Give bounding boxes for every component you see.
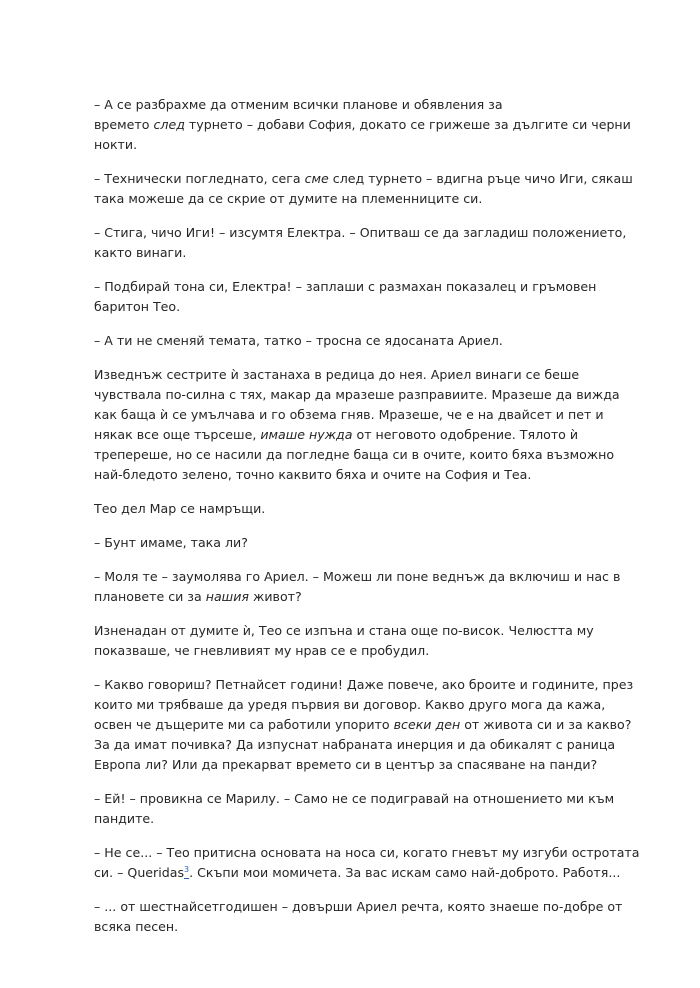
paragraph <box>94 331 614 351</box>
text-segment: някак все още търсеше, <box>94 427 261 442</box>
text-line <box>94 897 623 917</box>
paragraph <box>94 95 631 155</box>
paragraph <box>94 621 614 661</box>
text-segment: трепереше, но се насили да погледне баща си в очите, които бяха възможно <box>94 447 615 462</box>
text-line <box>94 331 614 351</box>
text-line <box>94 277 614 297</box>
text-segment: – Подбирай тона си, Електра! – заплаши с размахан показалец и гръмовен <box>94 279 597 294</box>
text-line <box>94 587 614 607</box>
text-segment: си. – Queridas <box>94 865 185 880</box>
document-body <box>94 95 640 951</box>
text-segment: след турнето – вдигна ръце чичо Иги, сякаш <box>328 171 633 186</box>
paragraph <box>94 567 621 607</box>
text-segment: турнето – добави София, докато се грижеше за дългите си черни <box>184 117 631 132</box>
text-segment: как баща ѝ се умълчава и го обзема гняв. Мразеше, че е на двайсет и пет и <box>94 407 604 422</box>
text-segment: Тео дел Мар се намръщи. <box>94 501 266 516</box>
text-segment: . Скъпи мои момичета. За вас искам само най-доброто. Работя... <box>189 865 621 880</box>
text-segment: Европа ли? Или да прекарват времето си в център за спасяване на панди? <box>94 757 598 772</box>
text-line <box>94 621 614 641</box>
text-segment: – А се разбрахме да отменим всички планове и обявления за <box>94 97 503 112</box>
text-segment: които ми трябваше да уредя първия ви договор. Какво друго мога да кажа, <box>94 697 606 712</box>
text-line <box>94 917 614 937</box>
text-segment: – Технически погледнато, сега <box>94 171 305 186</box>
text-line <box>94 863 621 883</box>
text-segment: – Не се... – Тео притисна основата на носа си, когато гневът му изгуби остротата <box>94 845 640 860</box>
text-segment: освен че дъщерите ми са работили упорито <box>94 717 394 732</box>
text-line <box>94 425 614 445</box>
text-segment: най-бледото зелено, точно каквито бяха и очите на София и Теа. <box>94 467 532 482</box>
text-segment: както винаги. <box>94 245 187 260</box>
text-segment: – Бунт имаме, така ли? <box>94 535 248 550</box>
text-line <box>94 189 614 209</box>
text-segment: плановете си за <box>94 589 206 604</box>
text-segment: така можеше да се скрие от думите на племенниците си. <box>94 191 483 206</box>
text-line <box>94 385 620 405</box>
emphasis-text: имаше нужда <box>260 427 353 442</box>
text-line <box>94 715 632 735</box>
text-segment: живот? <box>248 589 302 604</box>
paragraph <box>94 897 623 937</box>
text-line <box>94 135 614 155</box>
text-segment: от неговото одобрение. Тялото ѝ <box>352 427 579 442</box>
paragraph <box>94 499 614 519</box>
text-segment: – Моля те – заумолява го Ариел. – Можеш ли поне веднъж да включиш и нас в <box>94 569 621 584</box>
text-line <box>94 115 631 135</box>
text-segment: – Стига, чичо Иги! – изсумтя Електра. – Опитваш се да загладиш положението, <box>94 225 627 240</box>
paragraph <box>94 843 640 883</box>
paragraph <box>94 789 614 829</box>
text-line <box>94 365 614 385</box>
text-segment: нокти. <box>94 137 138 152</box>
text-segment: от живота си и за какво? <box>460 717 632 732</box>
emphasis-text: нашия <box>205 589 249 604</box>
text-line <box>94 169 633 189</box>
text-line <box>94 95 614 115</box>
text-line <box>94 641 614 661</box>
text-line <box>94 809 614 829</box>
paragraph <box>94 223 627 263</box>
paragraph <box>94 533 614 553</box>
text-segment: – Ей! – провикна се Марилу. – Само не се подигравай на отношението ми към <box>94 791 615 806</box>
emphasis-text: всеки ден <box>393 717 461 732</box>
text-line <box>94 789 614 809</box>
text-segment: всяка песен. <box>94 919 179 934</box>
text-line <box>94 405 614 425</box>
paragraph <box>94 675 634 775</box>
text-segment: пандите. <box>94 811 155 826</box>
text-segment: За да имат почивка? Да изпуснат набраната инерция и да обикалят с раница <box>94 737 616 752</box>
text-segment: Изненадан от думите ѝ, Тео се изпъна и стана още по-висок. Челюстта му <box>94 623 594 638</box>
text-segment: баритон Тео. <box>94 299 181 314</box>
paragraph <box>94 277 614 317</box>
text-line <box>94 735 614 755</box>
text-segment: чувствала по-силна с тях, макар да мразеше разправиите. Мразеше да вижда <box>94 387 620 402</box>
text-line <box>94 755 614 775</box>
text-line <box>94 675 634 695</box>
text-line <box>94 499 614 519</box>
text-line <box>94 567 621 587</box>
text-segment: Изведнъж сестрите ѝ застанаха в редица до нея. Ариел винаги се беше <box>94 367 580 382</box>
paragraph <box>94 365 620 485</box>
paragraph <box>94 169 633 209</box>
text-segment: – ... от шестнайсетгодишен – довърши Ариел речта, която знаеше по-добре от <box>94 899 623 914</box>
text-segment: показваше, че гневливият му нрав се е пробудил. <box>94 643 430 658</box>
text-line <box>94 223 627 243</box>
text-line <box>94 843 640 863</box>
text-line <box>94 243 614 263</box>
emphasis-text: сме <box>304 171 329 186</box>
text-line <box>94 297 614 317</box>
text-segment: – Какво говориш? Петнайсет години! Даже повече, ако броите и годините, през <box>94 677 634 692</box>
text-line <box>94 445 614 465</box>
text-segment: – А ти не сменяй темата, татко – тросна се ядосаната Ариел. <box>94 333 503 348</box>
text-line <box>94 533 614 553</box>
emphasis-text: след <box>153 117 185 132</box>
text-segment: времето <box>94 117 154 132</box>
footnote-number: 3 <box>184 864 190 874</box>
text-line <box>94 695 614 715</box>
text-line <box>94 465 614 485</box>
